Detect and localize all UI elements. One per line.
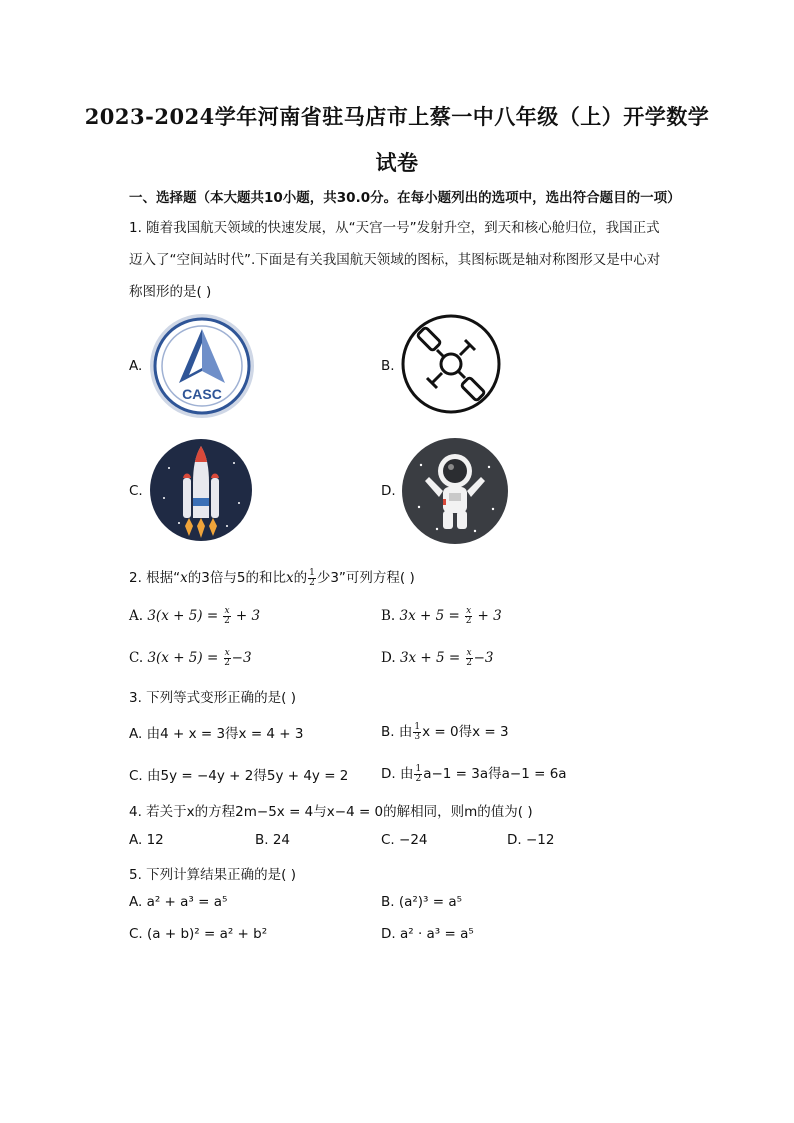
q2-option-d: D. 3x + 5 = $\frac{x}{2}$ −3 xyxy=(381,648,494,668)
q3-option-a: A. 由4 + x = 3得x = 4 + 3 xyxy=(129,726,304,742)
paper-title-line2: 试卷 xyxy=(375,150,419,175)
q5-option-b: B. (a²)³ = a⁵ xyxy=(381,894,463,910)
q2-stem: 2. 根据“x的3倍与5的和比x的 $\frac{1}{2}$ 少3”可列方程( ) xyxy=(129,567,415,588)
casc-logo-text: CASC xyxy=(182,386,222,402)
q3-stem: 3. 下列等式变形正确的是( ) xyxy=(129,690,296,706)
q4-stem: 4. 若关于x的方程2m−5x = 4与x−4 = 0的解相同，则m的值为( ) xyxy=(129,804,533,820)
q4-option-c: C. −24 xyxy=(381,832,428,848)
q1-line3: 称图形的是( ) xyxy=(129,284,212,300)
q5-option-a: A. a² + a³ = a⁵ xyxy=(129,894,228,910)
astronaut-icon xyxy=(401,437,509,545)
q4-option-d: D. −12 xyxy=(507,832,555,848)
q2-option-b: B. 3x + 5 = $\frac{x}{2}$ + 3 xyxy=(381,606,502,626)
q5-option-c: C. (a + b)² = a² + b² xyxy=(129,926,268,942)
q3-option-b: B. 由 $\frac{1}{3}$ x = 0得x = 3 xyxy=(381,721,509,742)
q1-line1: 1. 随着我国航天领域的快速发展，从“天宫一号”发射升空，到天和核心舱归位，我国正式 xyxy=(129,220,660,236)
q1-option-c-label: C. xyxy=(129,483,143,499)
q4-option-b: B. 24 xyxy=(255,832,291,848)
section-heading: 一、选择题（本大题共10小题，共30.0分。在每小题列出的选项中，选出符合题目的一项） xyxy=(129,190,681,206)
q5-stem: 5. 下列计算结果正确的是( ) xyxy=(129,867,296,883)
q2-option-c: C. 3(x + 5) = $\frac{x}{2}$ −3 xyxy=(129,648,252,668)
casc-logo-icon xyxy=(149,313,255,419)
q5-option-d: D. a² · a³ = a⁵ xyxy=(381,926,474,942)
q1-option-d-label: D. xyxy=(381,483,396,499)
paper-title-line1: 2023-2024学年河南省驻马店市上蔡一中八年级（上）开学数学 xyxy=(84,104,710,129)
q1-option-a-label: A. xyxy=(129,358,143,374)
satellite-icon xyxy=(400,313,502,415)
q4-option-a: A. 12 xyxy=(129,832,164,848)
q3-option-c: C. 由5y = −4y + 2得5y + 4y = 2 xyxy=(129,768,349,784)
q2-option-a: A. 3(x + 5) = $\frac{x}{2}$ + 3 xyxy=(129,606,261,626)
q3-option-d: D. 由 $\frac{1}{2}$ a−1 = 3a得a−1 = 6a xyxy=(381,763,567,784)
q1-line2: 迈入了“空间站时代”.下面是有关我国航天领域的图标，其图标既是轴对称图形又是中心对 xyxy=(129,252,661,268)
rocket-icon xyxy=(149,438,253,542)
q1-option-b-label: B. xyxy=(381,358,395,374)
